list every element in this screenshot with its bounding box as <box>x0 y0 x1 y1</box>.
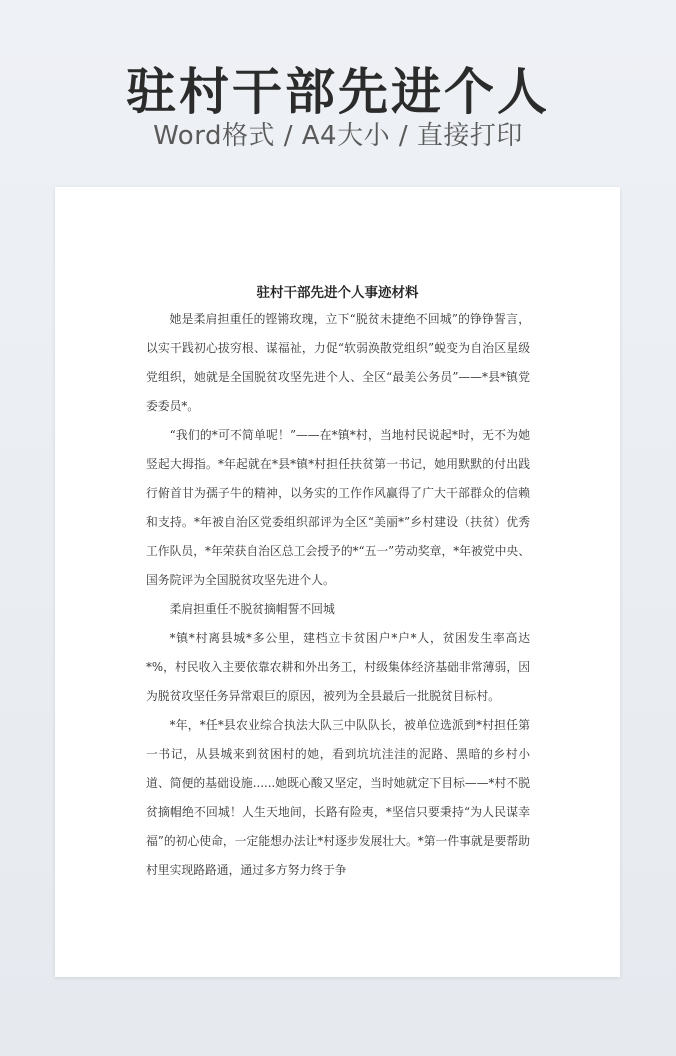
paragraph-intro: 她是柔肩担重任的铿锵玫瑰，立下“脱贫未捷绝不回城”的铮铮誓言，以实干践初心拔穷根、谋福祉，力促“软弱涣散党组织”蜕变为自治区星级党组织，她就是全国脱贫攻坚先进个人、全区“最美公务员”——*县*镇党委委员*。 <box>146 312 530 413</box>
banner-subtitle: Word格式 / A4大小 / 直接打印 <box>153 121 523 151</box>
header-banner <box>0 0 676 180</box>
document-title: 驻村干部先进个人事迹材料 <box>256 285 419 301</box>
section-heading: 柔肩担重任不脱贫摘帽誓不回城 <box>169 602 335 616</box>
paragraph-village-background: *镇*村离县城*多公里，建档立卡贫困户*户*人，贫困发生率高达*%，村民收入主要依靠农耕和外出务工，村级集体经济基础非常薄弱，因为脱贫攻坚任务异常艰巨的原因，被列为全县最后一批脱贫目标村。 <box>146 631 530 703</box>
paragraph-appointment: *年，*任*县农业综合执法大队三中队队长，被单位选派到*村担任第一书记，从县城来到贫困村的她，看到坑坑洼洼的泥路、黑暗的乡村小道、简便的基础设施......她既心酸又坚定，当时她就定下目标——*村不脱贫摘帽绝不回城！人生天地间，长路有险夷，*坚信只要秉持“为人民谋幸福”的初心使命，一定能想办法让*村逐步发展壮大。*第一件事就是要帮助村里实现路路通，通过多方努力终于争 <box>146 718 530 877</box>
document-body <box>146 305 530 885</box>
banner-title: 驻村干部先进个人 <box>126 63 550 121</box>
document-page <box>55 187 620 977</box>
paragraph-villager-praise: “我们的*可不简单呢！”——在*镇*村，当地村民说起*时，无不为她竖起大拇指。*年起就在*县*镇*村担任扶贫第一书记，她用默默的付出践行俯首甘为孺子牛的精神，以务实的工作作风赢得了广大干部群众的信赖和支持。*年被自治区党委组织部评为全区“美丽*”乡村建设（扶贫）优秀工作队员，*年荣获自治区总工会授予的*“五一”劳动奖章，*年被党中央、国务院评为全国脱贫攻坚先进个人。 <box>146 428 530 587</box>
